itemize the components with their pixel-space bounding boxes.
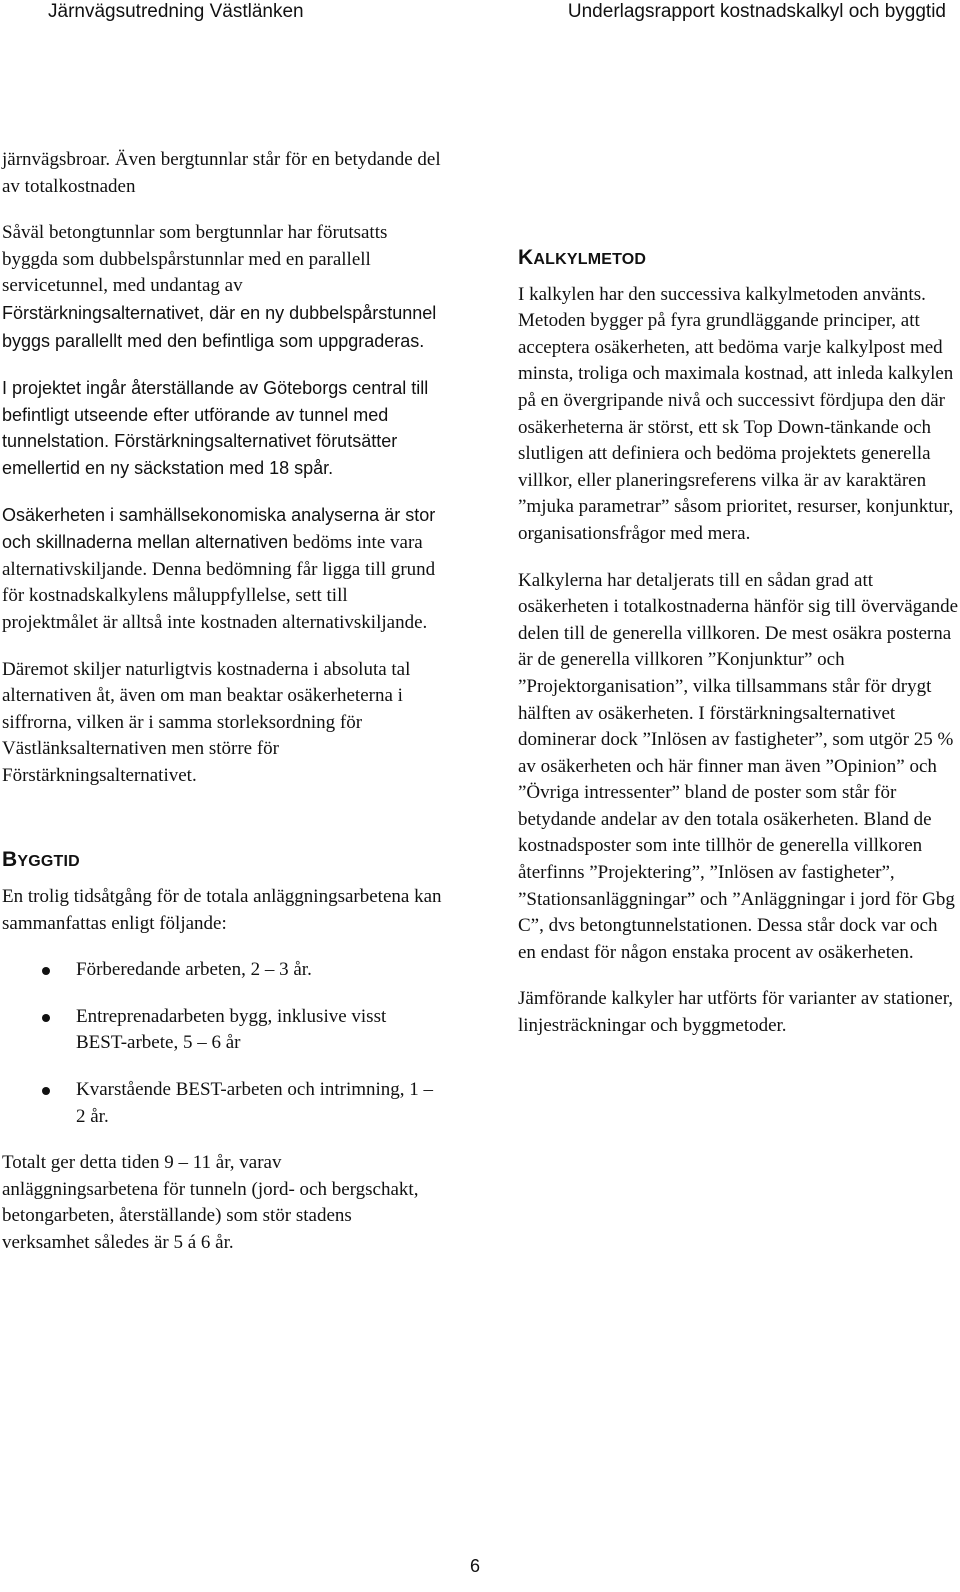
paragraph-tunnel-design	[2, 220, 442, 355]
paragraph-text: Förstärkningsalternativet förutsätter emellertid en ny säckstation med 18 spår.	[2, 431, 398, 478]
paragraph-text: Kalkylerna har detaljerats till en sådan grad att osäkerheten i totalkostnaderna hänför sig till övervägande delen till de generella villkoren. De mest osäkra posterna är de generella villkoren ”Konjunktur” och ”Projektorganisation”, vilka tillsammans står för drygt hälften av osäkerheten. I förstärkningsalternativet dominerar dock ”Inlösen av fastigheter”, som utgör 25 % av osäkerheten och här finner man även ”Opinion” och ”Övriga intressenter” bland de poster som står för betydande andelar av den totala osäkerheten. Bland de kostnadsposter som inte tillhör de generella villkoren återfinns ”Projektering”, ”Inlösen av fastigheter”, ”Stationsanläggningar” och ”Anläggningar i jord för Gbg C”, dvs betongtunnelstationen. Dessa står dock var och en endast för någon enstaka procent av osäkerheten.	[518, 569, 959, 963]
heading-rest: ALKYLMETOD	[533, 251, 647, 268]
paragraph-text: Såväl betongtunnlar som bergtunnlar har förutsatts byggda som dubbelspårstunnlar med en parallell servicetunnel, med undantag av	[2, 222, 388, 297]
paragraph-time-intro	[2, 884, 442, 937]
list-item	[2, 957, 442, 984]
list-item-text: Förberedande arbeten, 2 – 3 år.	[76, 959, 312, 981]
page-number: 6	[470, 1556, 481, 1576]
heading-initial: B	[2, 848, 18, 872]
paragraph-text: En trolig tidsåtgång för de totala anläggningsarbetena kan sammanfattas enligt följande:	[2, 886, 442, 934]
header-report-title: Underlagsrapport kostnadskalkyl och byggtid	[567, 1, 946, 22]
list-item	[2, 1077, 442, 1130]
paragraph-text: Jämförande kalkyler har utförts för varianter av stationer, linjesträckningar och byggmetoder.	[518, 988, 954, 1037]
section-heading-byggtid	[2, 847, 442, 876]
paragraph-text: I projektet ingår återställande av Göteborgs central till befintligt utseende efter utförande av tunnel med tunnelstation.	[2, 378, 429, 452]
header-document-title: Järnvägsutredning Västlänken	[48, 1, 304, 22]
right-column	[518, 245, 958, 1040]
time-estimate-list	[2, 957, 442, 1130]
paragraph-text: järnvägsbroar. Även bergtunnlar står för en betydande del av totalkostnaden	[2, 149, 441, 197]
paragraph-uncertainty	[2, 502, 442, 637]
paragraph-text: Osäkerheten i samhällsekonomiska analyserna är stor och skillnaderna mellan alternativen	[2, 504, 436, 553]
paragraph-method	[518, 282, 958, 548]
paragraph-text: Förstärkningsalternativet, där en ny dubbelspårstunnel byggs parallellt med den befintliga som uppgraderas.	[2, 302, 437, 351]
paragraph-text: Totalt ger detta tiden 9 – 11 år, varav anläggningsarbetena för tunneln (jord- och bergschakt, betongarbeten, återställande) som stör stadens verksamhet således är 5 á 6 år.	[2, 1152, 419, 1253]
paragraph-tunnel-costs	[2, 147, 442, 200]
list-item	[2, 1004, 442, 1057]
paragraph-uncertainty-detail	[518, 568, 958, 967]
heading-initial: K	[518, 246, 534, 269]
list-item-text: Kvarstående BEST-arbeten och intrimning, 1 – 2 år.	[76, 1079, 434, 1127]
bullet-icon	[42, 967, 50, 975]
paragraph-central-restoration	[2, 375, 442, 481]
heading-rest: YGGTID	[17, 853, 80, 871]
paragraph-cost-differences	[2, 657, 442, 790]
section-heading-kalkylmetod	[518, 245, 958, 274]
list-item-text: Entreprenadarbeten bygg, inklusive visst BEST-arbete, 5 – 6 år	[76, 1005, 387, 1054]
bullet-icon	[42, 1014, 50, 1022]
paragraph-text: I kalkylen har den successiva kalkylmetoden använts. Metoden bygger på fyra grundläggande principer, att acceptera osäkerheten, att bedöma varje kalkylpost med minsta, troliga och maximala kostnad, att inleda kalkylen på en övergripande nivå och successivt fördjupa den där osäkerheterna är störst, ett sk Top Down-tänkande och slutligen att definiera och bedöma projektets generella villkor, eller planeringsreferens vilka är av karaktären ”mjuka parametrar” såsom prioritet, resurser, konjunktur, organisationsfrågor med mera.	[518, 283, 954, 544]
paragraph-text: Däremot skiljer naturligtvis kostnaderna i absoluta tal alternativen åt, även om man beaktar osäkerheterna i siffrorna, vilken är i samma storleksordning för Västlänksalternativen men större för Förstärkningsalternativet.	[2, 658, 411, 786]
paragraph-comparative-calculations	[518, 986, 958, 1039]
left-column	[2, 147, 442, 1257]
paragraph-text: bedöms inte vara alternativskiljande. Denna bedömning får ligga till grund för kostnadskalkylens måluppfyllelse, sett till projektmålet är alltså inte kostnaden alternativskiljande.	[2, 532, 436, 633]
paragraph-total-time	[2, 1150, 442, 1256]
bullet-icon	[42, 1087, 50, 1095]
